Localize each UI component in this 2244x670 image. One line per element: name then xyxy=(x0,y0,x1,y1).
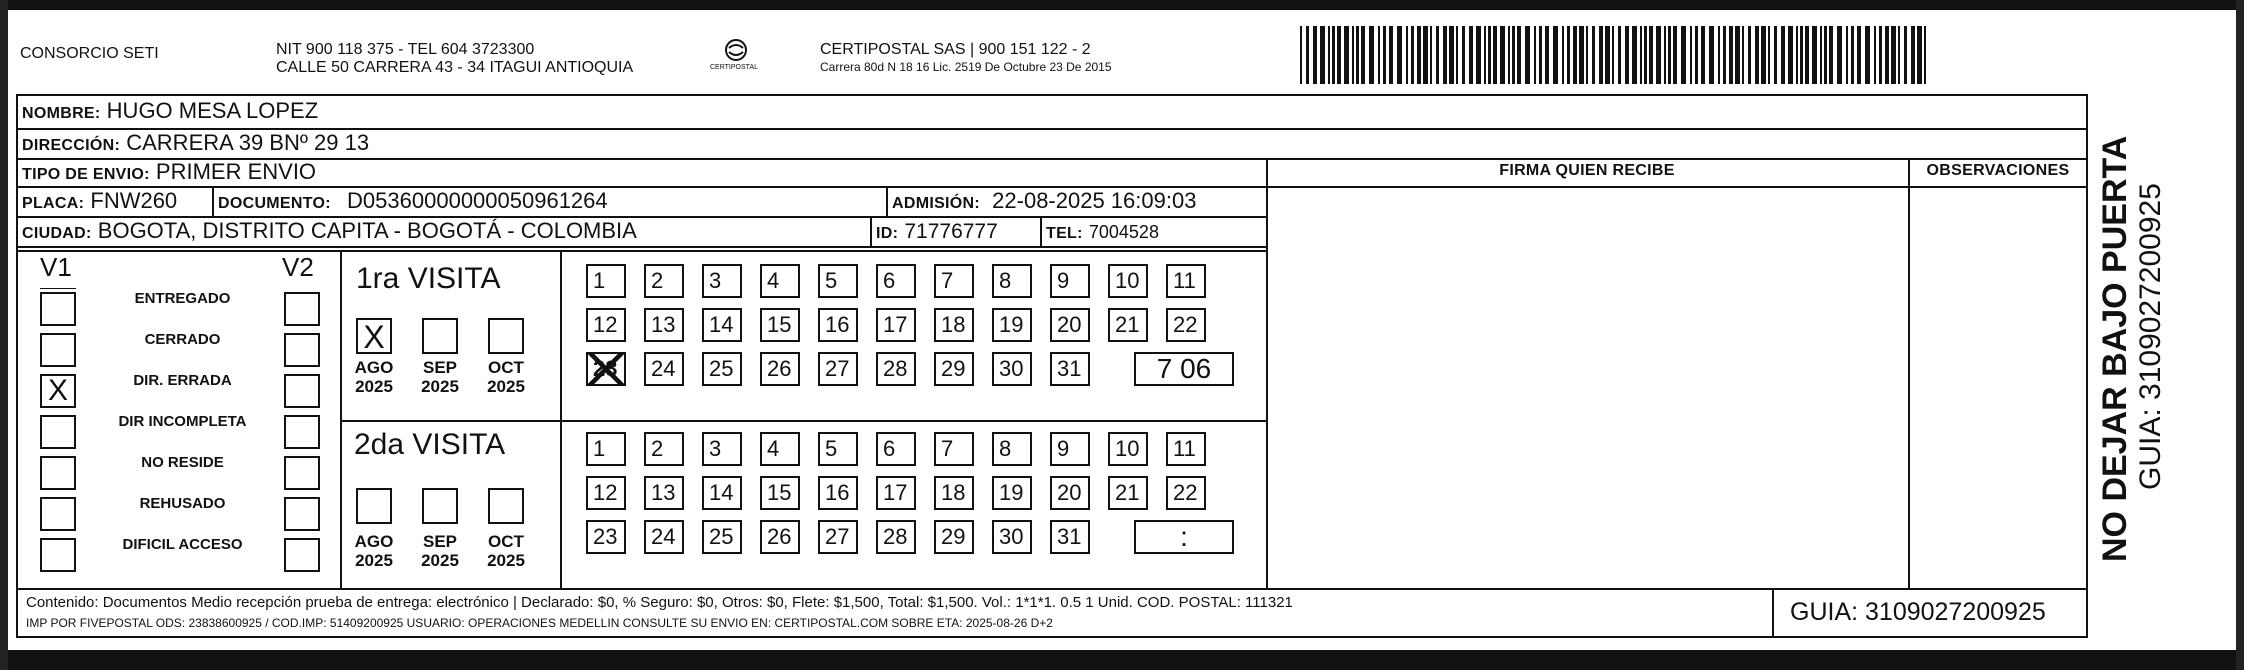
top-border xyxy=(0,0,2244,10)
visit1-day-box[interactable]: 24 xyxy=(644,352,684,386)
visit1-hour-box[interactable]: 7 06 xyxy=(1134,352,1234,386)
company-address: CALLE 50 CARRERA 43 - 34 ITAGUI ANTIOQUIA xyxy=(276,59,634,76)
visit1-month-year: 2025 xyxy=(421,377,459,396)
visit1-month-year: 2025 xyxy=(487,377,525,396)
visit1-day-box[interactable]: 30 xyxy=(992,352,1032,386)
documento-row: DOCUMENTO: D05360000000050961264 xyxy=(218,188,608,213)
visit2-month-checkbox[interactable] xyxy=(488,488,524,524)
visit2-day-box[interactable]: 7 xyxy=(934,432,974,466)
license-info: Carrera 80d N 18 16 Lic. 2519 De Octubre 23 De 2015 xyxy=(820,60,1112,74)
id-value: 71776777 xyxy=(904,220,998,243)
v1-top-line xyxy=(40,288,76,290)
footer-guia: GUIA: 3109027200925 xyxy=(1790,598,2046,626)
visit1-month-name: OCT xyxy=(488,358,524,377)
v2-checkbox[interactable] xyxy=(284,333,320,367)
visit2-day-box[interactable]: 3 xyxy=(702,432,742,466)
visit2-day-box[interactable]: 26 xyxy=(760,520,800,554)
observaciones-header: OBSERVACIONES xyxy=(1926,162,2070,179)
v1-checkbox[interactable] xyxy=(40,415,76,449)
company-name: CONSORCIO SETI xyxy=(20,45,159,62)
visit2-day-box[interactable]: 22 xyxy=(1166,476,1206,510)
visit2-day-box[interactable]: 9 xyxy=(1050,432,1090,466)
visit2-month-name: OCT xyxy=(488,532,524,551)
visit2-month-checkbox[interactable] xyxy=(422,488,458,524)
visit2-hour-box[interactable]: : xyxy=(1134,520,1234,554)
visit1-day-box[interactable]: 28 xyxy=(876,352,916,386)
visit1-day-box[interactable]: 5 xyxy=(818,264,858,298)
visit2-month-name: SEP xyxy=(422,532,458,551)
right-border xyxy=(2236,0,2244,670)
visit2-day-box[interactable]: 24 xyxy=(644,520,684,554)
visit1-day-box[interactable]: 10 xyxy=(1108,264,1148,298)
visit2-day-box[interactable]: 23 xyxy=(586,520,626,554)
visit1-day-box[interactable]: 20 xyxy=(1050,308,1090,342)
visit1-day-box[interactable]: 2 xyxy=(644,264,684,298)
visit2-day-box[interactable]: 30 xyxy=(992,520,1032,554)
reason-label: REHUSADO xyxy=(139,495,226,512)
visit2-month-checkbox[interactable] xyxy=(356,488,392,524)
visit1-day-box[interactable]: 22 xyxy=(1166,308,1206,342)
left-border xyxy=(0,0,8,670)
certipostal-info: CERTIPOSTAL SAS | 900 151 122 - 2 xyxy=(820,41,1091,58)
visit1-day-box[interactable]: 16 xyxy=(818,308,858,342)
visit2-title: 2da VISITA xyxy=(354,428,506,461)
reason-label: DIFICIL ACCESO xyxy=(122,536,243,553)
tipo-value: PRIMER ENVIO xyxy=(155,159,317,184)
no-dejar-bajo-puerta: NO DEJAR BAJO PUERTA xyxy=(2096,135,2134,562)
frame-left xyxy=(16,94,18,638)
visit1-day-box[interactable]: 8 xyxy=(992,264,1032,298)
reason-label: NO RESIDE xyxy=(141,454,224,471)
visit1-day-box[interactable]: 18 xyxy=(934,308,974,342)
visit1-day-box[interactable]: 29 xyxy=(934,352,974,386)
v2-checkbox[interactable] xyxy=(284,415,320,449)
v1-label: V1 xyxy=(40,252,72,282)
visit1-day-box[interactable]: 3 xyxy=(702,264,742,298)
visit1-day-box[interactable]: 15 xyxy=(760,308,800,342)
visit1-month-checkbox[interactable] xyxy=(422,318,458,354)
visit1-day-box[interactable]: 23 xyxy=(586,352,626,386)
bottom-border xyxy=(0,650,2244,670)
visit1-month-name: SEP xyxy=(422,358,458,377)
v1-checkbox[interactable]: X xyxy=(40,374,76,408)
visit1-month-name: AGO xyxy=(354,358,394,377)
v1-checkbox[interactable] xyxy=(40,333,76,367)
visit1-day-box[interactable]: 31 xyxy=(1050,352,1090,386)
visit2-day-box[interactable]: 16 xyxy=(818,476,858,510)
certipostal-logo: CERTIPOSTAL xyxy=(712,36,760,78)
visit2-month-name: AGO xyxy=(354,532,394,551)
admision-row: ADMISIÓN: 22-08-2025 16:09:03 xyxy=(892,188,1197,213)
side-guia: GUIA: 3109027200925 xyxy=(2134,183,2167,490)
v1-checkbox[interactable] xyxy=(40,456,76,490)
nombre-row: NOMBRE: HUGO MESA LOPEZ xyxy=(22,98,319,123)
visit1-day-box[interactable]: 27 xyxy=(818,352,858,386)
reason-label: DIR INCOMPLETA xyxy=(118,413,247,430)
visit2-month-year: 2025 xyxy=(487,551,525,570)
v2-checkbox[interactable] xyxy=(284,456,320,490)
visit2-day-box[interactable]: 18 xyxy=(934,476,974,510)
visit1-day-box[interactable]: 14 xyxy=(702,308,742,342)
visit1-day-box[interactable]: 6 xyxy=(876,264,916,298)
v2-checkbox[interactable] xyxy=(284,374,320,408)
reason-label: DIR. ERRADA xyxy=(133,372,232,389)
footer-imp: IMP POR FIVEPOSTAL ODS: 23838600925 / COD.IMP: 51409200925 USUARIO: OPERACIONES MEDELLIN CONSULTE SU ENVIO EN: CERTIPOSTAL.COM SOBRE ETA: 2025-08-26 D+2 xyxy=(26,616,1053,630)
v1-checkbox[interactable] xyxy=(40,497,76,531)
visit1-day-box[interactable]: 21 xyxy=(1108,308,1148,342)
visit2-day-box[interactable]: 14 xyxy=(702,476,742,510)
visit1-day-box[interactable]: 11 xyxy=(1166,264,1206,298)
visit1-day-box[interactable]: 25 xyxy=(702,352,742,386)
ciudad-row: CIUDAD: BOGOTA, DISTRITO CAPITA - BOGOTÁ - COLOMBIA xyxy=(22,218,637,243)
visit2-month-year: 2025 xyxy=(421,551,459,570)
frame-top xyxy=(16,94,2088,96)
visit1-day-box[interactable]: 9 xyxy=(1050,264,1090,298)
visit2-day-box[interactable]: 20 xyxy=(1050,476,1090,510)
tel-value: 7004528 xyxy=(1088,222,1159,242)
v1-checkbox[interactable] xyxy=(40,538,76,572)
visit2-day-box[interactable]: 29 xyxy=(934,520,974,554)
direccion-value: CARRERA 39 BNº 29 13 xyxy=(126,130,370,155)
tel-row: TEL: 7004528 xyxy=(1046,222,1159,242)
visit2-day-box[interactable]: 15 xyxy=(760,476,800,510)
reason-label: ENTREGADO xyxy=(134,290,231,307)
v2-checkbox[interactable] xyxy=(284,292,320,326)
nit-tel: NIT 900 118 375 - TEL 604 3723300 xyxy=(276,41,535,58)
visit2-day-box[interactable]: 2 xyxy=(644,432,684,466)
visit2-day-box[interactable]: 25 xyxy=(702,520,742,554)
visit2-day-box[interactable]: 8 xyxy=(992,432,1032,466)
visit1-day-box[interactable]: 26 xyxy=(760,352,800,386)
frame-bottom xyxy=(16,636,2088,638)
visit1-day-box[interactable]: 1 xyxy=(586,264,626,298)
nombre-value: HUGO MESA LOPEZ xyxy=(106,98,319,123)
v1-checkbox[interactable] xyxy=(40,292,76,326)
tipo-row: TIPO DE ENVIO: PRIMER ENVIO xyxy=(22,159,317,184)
visit2-day-box[interactable]: 28 xyxy=(876,520,916,554)
visit2-day-box[interactable]: 12 xyxy=(586,476,626,510)
visit1-title: 1ra VISITA xyxy=(356,262,501,295)
reason-label: CERRADO xyxy=(144,331,221,348)
visit2-day-box[interactable]: 19 xyxy=(992,476,1032,510)
visit1-month-checkbox[interactable] xyxy=(488,318,524,354)
ciudad-value: BOGOTA, DISTRITO CAPITA - BOGOTÁ - COLOMBIA xyxy=(97,218,637,243)
visit2-day-box[interactable]: 6 xyxy=(876,432,916,466)
visit1-day-box[interactable]: 19 xyxy=(992,308,1032,342)
visit1-day-box[interactable]: 7 xyxy=(934,264,974,298)
visit1-day-box[interactable]: 12 xyxy=(586,308,626,342)
v2-checkbox[interactable] xyxy=(284,538,320,572)
visit1-day-box[interactable]: 13 xyxy=(644,308,684,342)
visit2-day-box[interactable]: 5 xyxy=(818,432,858,466)
visit1-day-box[interactable]: 4 xyxy=(760,264,800,298)
visit2-day-box[interactable]: 4 xyxy=(760,432,800,466)
visit2-day-box[interactable]: 27 xyxy=(818,520,858,554)
documento-value: D05360000000050961264 xyxy=(347,188,608,213)
direccion-row: DIRECCIÓN: CARRERA 39 BNº 29 13 xyxy=(22,130,370,155)
visit2-month-year: 2025 xyxy=(355,551,393,570)
visit2-day-box[interactable]: 21 xyxy=(1108,476,1148,510)
barcode xyxy=(1300,26,1930,84)
visit1-month-checkbox[interactable]: X xyxy=(356,318,392,354)
firma-header: FIRMA QUIEN RECIBE xyxy=(1499,162,1675,179)
id-row: ID: 71776777 xyxy=(876,220,998,243)
placa-value: FNW260 xyxy=(90,188,178,213)
visit2-day-box[interactable]: 31 xyxy=(1050,520,1090,554)
v2-label: V2 xyxy=(282,252,314,282)
frame-right xyxy=(2086,94,2088,638)
admision-value: 22-08-2025 16:09:03 xyxy=(992,188,1197,213)
footer-contenido: Contenido: Documentos Medio recepción prueba de entrega: electrónico | Declarado: $0, % Seguro: $0, Otros: $0, Flete: $1,500, Total: $1,500. Vol.: 1*1*1. 0.5 1 Unid. COD. POSTAL: 111321 xyxy=(26,594,1293,611)
visit2-day-box[interactable]: 1 xyxy=(586,432,626,466)
visit1-month-year: 2025 xyxy=(355,377,393,396)
visit1-day-box[interactable]: 17 xyxy=(876,308,916,342)
visit2-day-box[interactable]: 13 xyxy=(644,476,684,510)
visit2-day-box[interactable]: 10 xyxy=(1108,432,1148,466)
visit2-day-box[interactable]: 17 xyxy=(876,476,916,510)
v2-checkbox[interactable] xyxy=(284,497,320,531)
visit2-day-box[interactable]: 11 xyxy=(1166,432,1206,466)
placa-row: PLACA: FNW260 xyxy=(22,188,178,213)
